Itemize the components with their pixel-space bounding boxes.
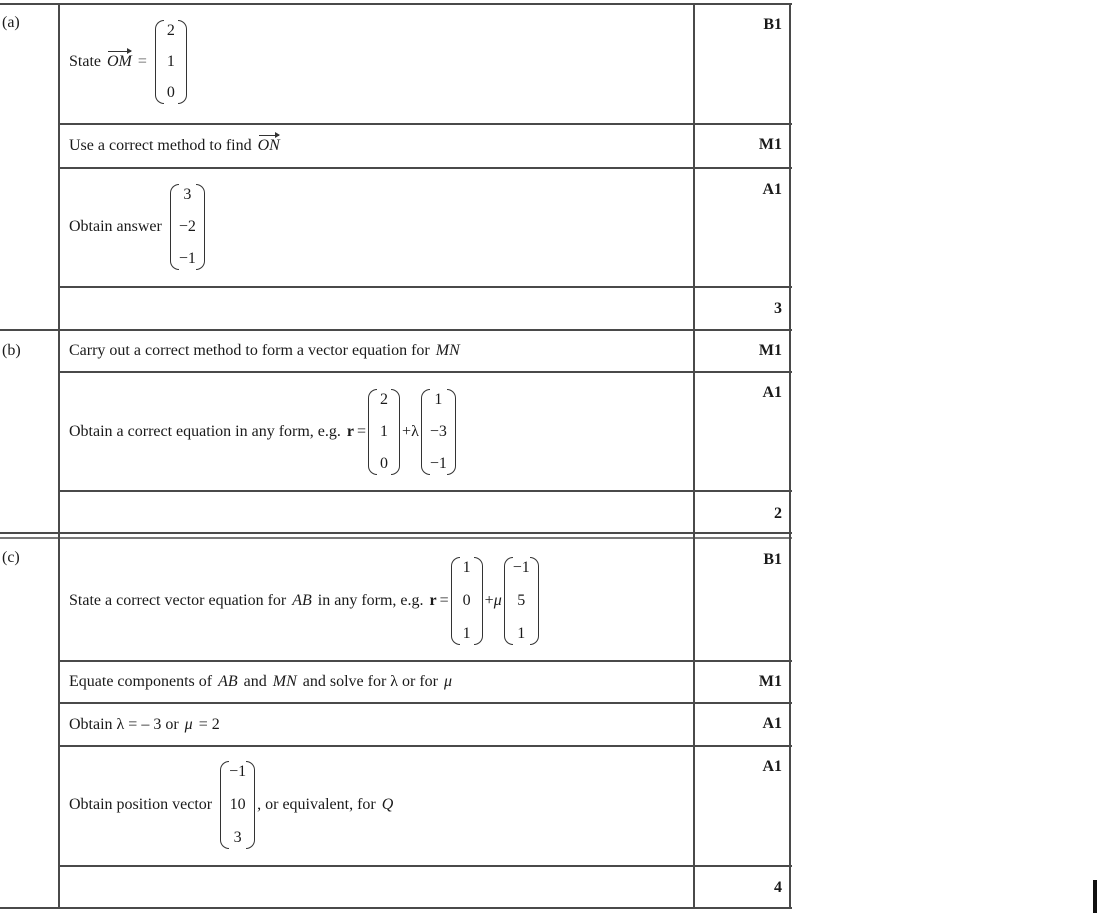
part-label-a: (a): [2, 14, 20, 31]
part-label-c: (c): [2, 549, 20, 566]
vector-entry: 3: [183, 186, 192, 203]
part-divider-double-bottom: [0, 537, 792, 539]
parameter-mu: μ: [493, 592, 502, 609]
row-divider: [58, 371, 792, 373]
row-divider: [58, 745, 792, 747]
mark-a1: A1: [762, 715, 782, 732]
vector-entry: 2: [166, 22, 175, 39]
point-q: Q: [381, 796, 394, 813]
equals-sign: =: [357, 423, 367, 440]
vector-entry: 10: [229, 796, 246, 813]
vector-entry: 1: [462, 625, 471, 642]
vector-entry: 2: [380, 391, 389, 408]
vector-entry: 3: [233, 829, 242, 846]
row-state-om: [69, 16, 189, 108]
vector-entry: −1: [512, 559, 530, 576]
part-a-total: 3: [774, 300, 782, 317]
part-label-b: (b): [2, 342, 21, 359]
mark-a1: A1: [762, 181, 782, 198]
part-c-total: 4: [774, 879, 782, 896]
row-divider: [58, 167, 792, 169]
row-obtain-answer: [69, 180, 207, 274]
column-vector: [155, 20, 187, 104]
vector-entry: −2: [178, 218, 196, 235]
column-vector: [220, 761, 255, 849]
vector-entry: 5: [517, 592, 526, 609]
row-text: Obtain a correct equation in any form, e.g.: [69, 423, 341, 440]
part-divider-double-top: [0, 532, 792, 534]
vector-entry: 1: [380, 423, 389, 440]
row-text: in any form, e.g.: [317, 592, 424, 609]
row-equate-components: [69, 662, 452, 702]
vector-entry: 1: [517, 625, 526, 642]
column-vector: [368, 389, 400, 475]
parameter-mu: μ: [184, 715, 193, 733]
row-text: , or equivalent, for: [257, 796, 376, 813]
mark-b1: B1: [763, 16, 782, 33]
equals-sign: =: [439, 592, 449, 609]
row-text: Obtain answer: [69, 218, 162, 235]
plus-sign: +: [484, 592, 494, 609]
vector-entry: −3: [429, 423, 447, 440]
vector-entry: −1: [429, 455, 447, 472]
line-ab: AB: [218, 673, 238, 690]
plus-sign: +: [402, 423, 412, 440]
row-text: Obtain λ = – 3 or: [69, 715, 179, 733]
equals-sign: =: [137, 53, 147, 70]
position-vector-r: r: [346, 423, 355, 440]
parameter-lambda: λ: [411, 423, 419, 440]
row-divider: [58, 286, 792, 288]
part-b-total: 2: [774, 505, 782, 522]
label-column-divider: [58, 3, 60, 909]
row-divider: [58, 490, 792, 492]
row-carry-out-mn: [69, 331, 460, 371]
mark-m1: M1: [758, 136, 782, 153]
vector-entry: 0: [462, 592, 471, 609]
row-obtain-position-vector: [69, 758, 393, 852]
row-state-ab: [69, 554, 541, 648]
mark-a1: A1: [762, 758, 782, 775]
row-text: State a correct vector equation for: [69, 592, 287, 609]
column-vector: [170, 184, 205, 270]
line-ab: AB: [292, 592, 312, 609]
row-obtain-equation: [69, 385, 458, 479]
row-find-on: [69, 125, 280, 167]
vector-entry: −1: [178, 250, 196, 267]
vector-om-label: OM: [107, 53, 132, 70]
line-mn: MN: [272, 673, 297, 690]
row-text: and solve for λ or for: [302, 673, 439, 690]
mark-a1: A1: [762, 384, 782, 401]
vector-entry: 1: [462, 559, 471, 576]
line-mn: MN: [435, 342, 460, 359]
vector-on-label: ON: [257, 137, 280, 154]
vector-entry: 0: [380, 455, 389, 472]
position-vector-r: r: [429, 592, 437, 609]
column-vector: [421, 389, 456, 475]
column-vector: [504, 557, 539, 645]
vector-entry: 1: [166, 53, 175, 70]
row-text: and: [243, 673, 267, 690]
row-obtain-lambda-mu: [69, 704, 220, 745]
vector-entry: 1: [434, 391, 443, 408]
row-text: = 2: [198, 715, 220, 733]
table-border-bottom: [0, 907, 792, 909]
row-divider: [58, 865, 792, 867]
column-vector: [451, 557, 483, 645]
mark-column-left-border: [693, 3, 695, 909]
parameter-mu: μ: [444, 673, 453, 690]
mark-m1: M1: [758, 342, 782, 359]
mark-b1: B1: [763, 551, 782, 568]
text-cursor: [1093, 880, 1097, 913]
row-text: State: [69, 53, 101, 70]
vector-entry: 0: [166, 84, 175, 101]
mark-m1: M1: [758, 673, 782, 690]
row-text: Equate components of: [69, 673, 213, 690]
mark-column-right-border: [789, 3, 791, 909]
table-border-top: [0, 3, 792, 5]
vector-entry: −1: [229, 763, 247, 780]
row-text: Obtain position vector: [69, 796, 213, 813]
row-text: Use a correct method to find: [69, 137, 252, 154]
row-text: Carry out a correct method to form a vector equation for: [69, 342, 430, 359]
